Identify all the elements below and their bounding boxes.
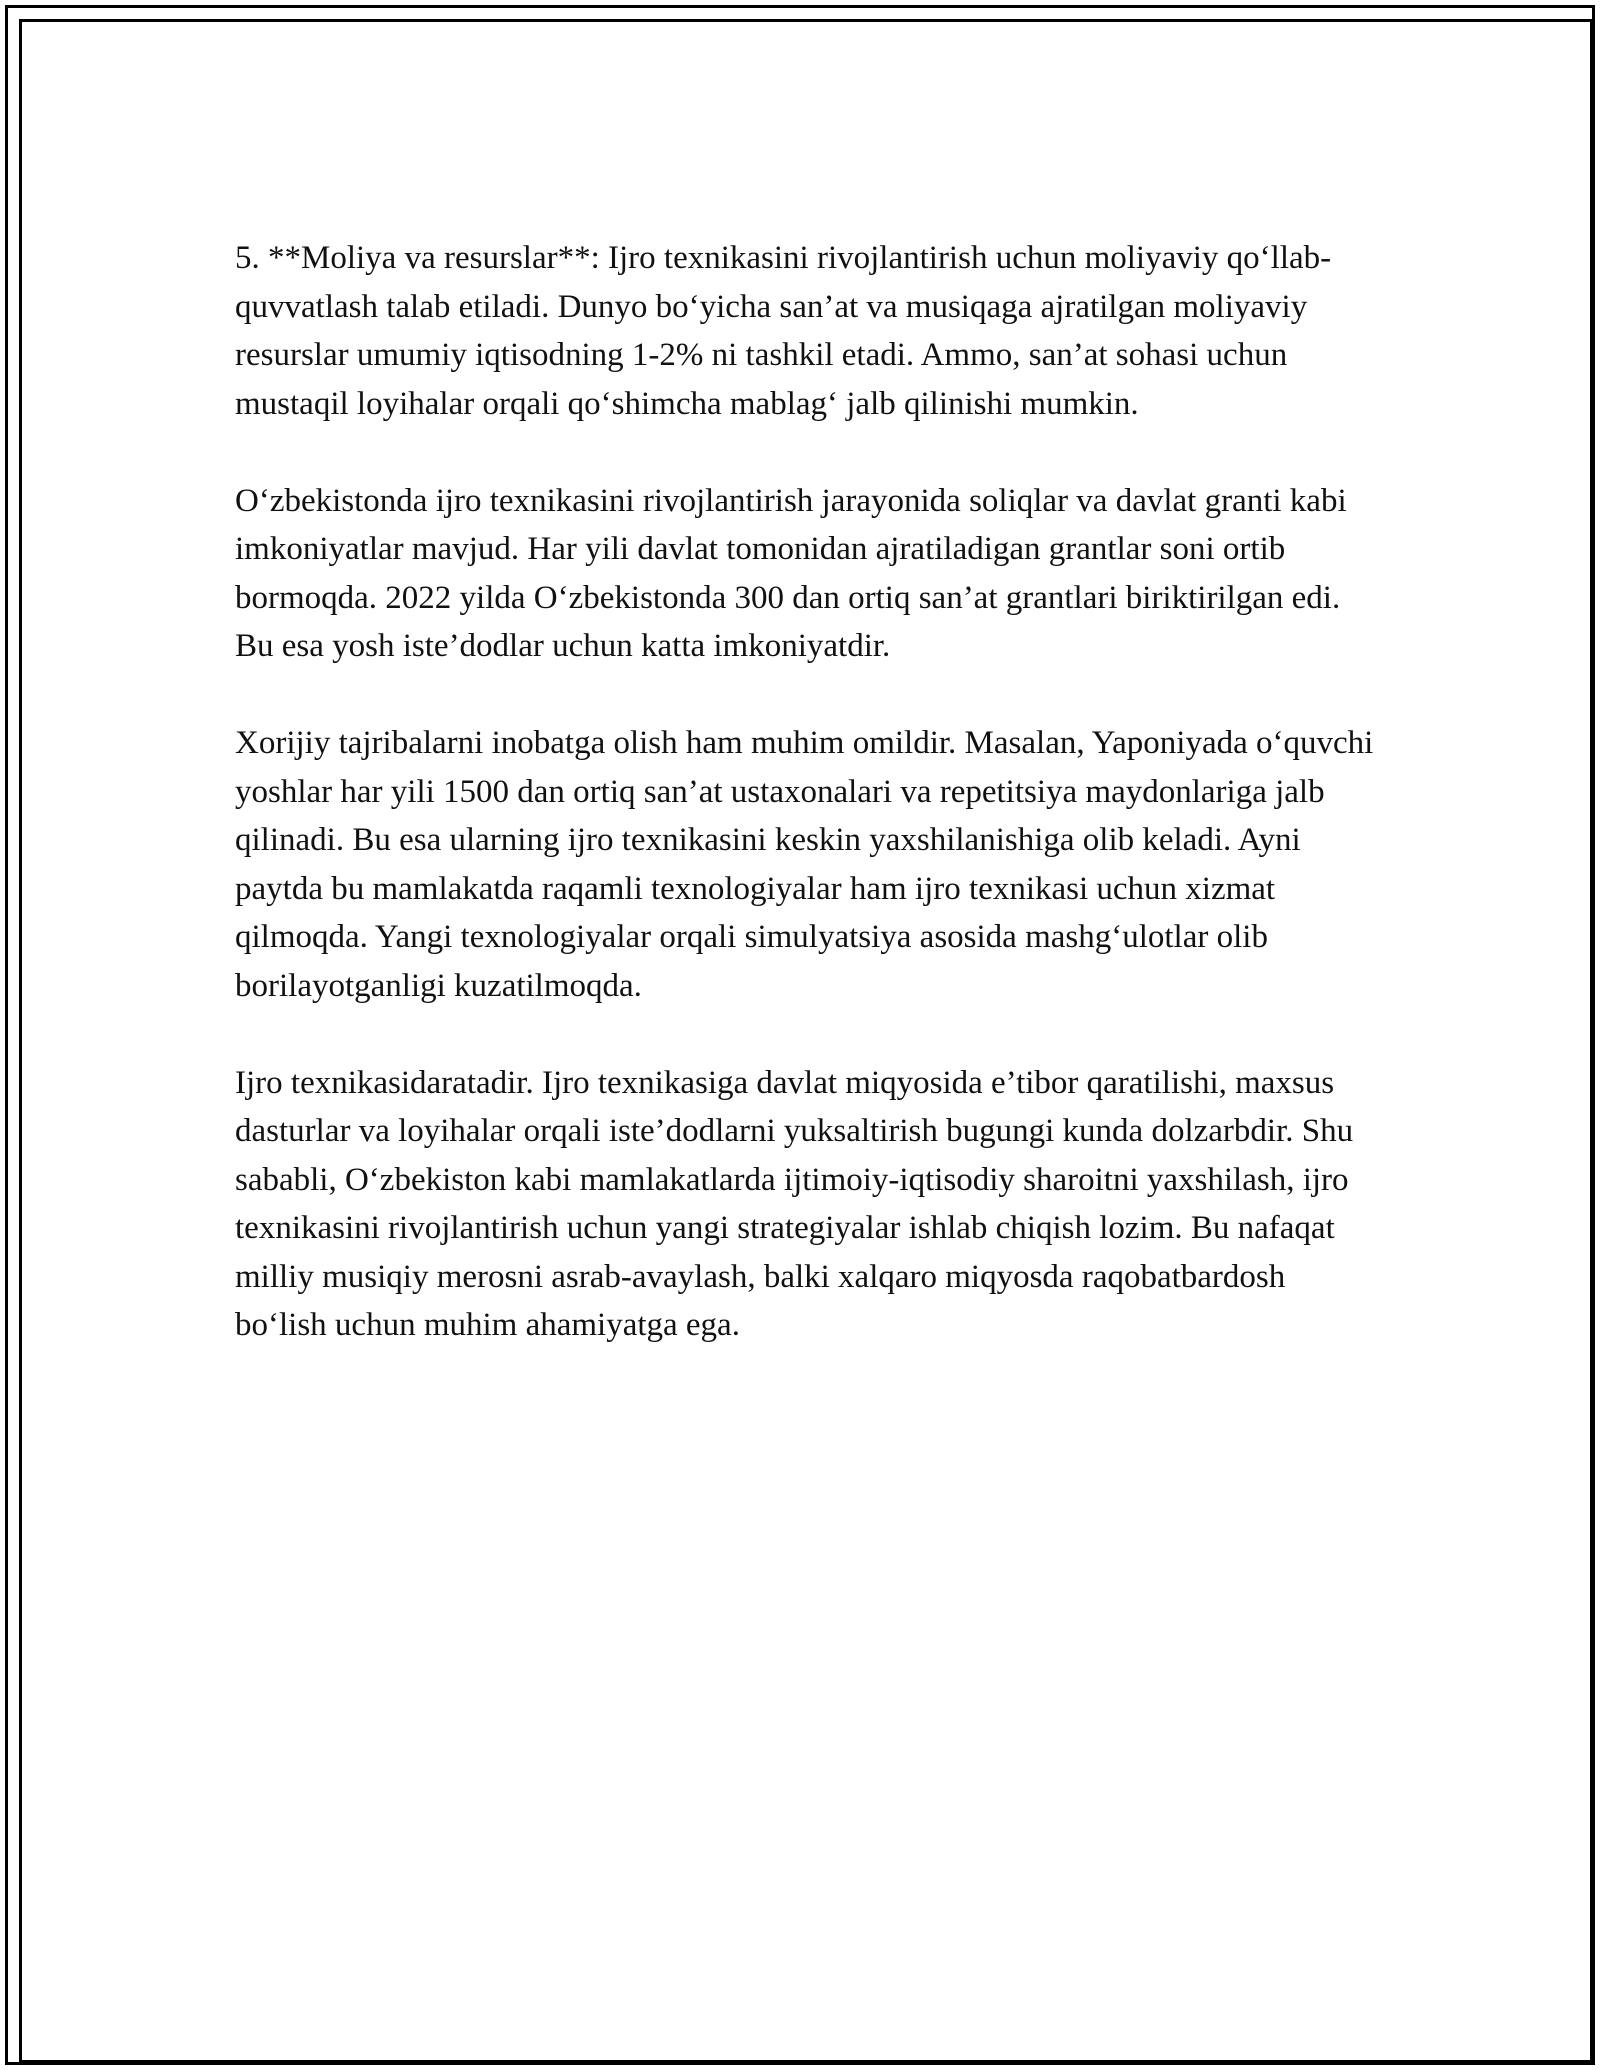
paragraph-conclusion: Ijro texnikasidaratadir. Ijro texnikasiga davlat miqyosida e’tibor qaratilishi, maxsus dasturlar va loyihalar orqali iste’dodlarni yuksaltirish bugungi kunda dolzarbdir. Shu sababli, O‘zbekiston kabi mamlakatlarda ijtimoiy-iqtisodiy sharoitni yaxshilash, ijro texnikasini rivojlantirish uchun yangi strategiyalar ishlab chiqish lozim. Bu nafaqat milliy musiqiy merosni asrab-avaylash, balki xalqaro miqyosda raqobatbardosh bo‘lish uchun muhim ahamiyatga ega. [235, 1064, 1354, 1343]
paragraph-finance-resources: 5. **Moliya va resurslar**: Ijro texnikasini rivojlantirish uchun moliyaviy qo‘llab-quvvatlash talab etiladi. Dunyo bo‘yicha san’at va musiqaga ajratilgan moliyaviy resurslar umumiy iqtisodning 1-2% ni tashkil etadi. Ammo, san’at sohasi uchun mustaqil loyihalar orqali qo‘shimcha mablag‘ jalb qilinishi mumkin. [235, 240, 1332, 422]
paragraph-uzbekistan-grants: O‘zbekistonda ijro texnikasini rivojlantirish jarayonida soliqlar va davlat granti kabi imkoniyatlar mavjud. Har yili davlat tomonidan ajratiladigan grantlar soni ortib bormoqda. 2022 yilda O‘zbekistonda 300 dan ortiq san’at grantlari biriktirilgan edi. Bu esa yosh iste’dodlar uchun katta imkoniyatdir. [235, 482, 1347, 664]
paragraph-foreign-experience: Xorijiy tajribalarni inobatga olish ham muhim omildir. Masalan, Yaponiyada o‘quvchi yoshlar har yili 1500 dan ortiq san’at ustaxonalari va repetitsiya maydonlariga jalb qilinadi. Bu esa ularning ijro texnikasini keskin yaxshilanishiga olib keladi. Ayni paytda bu mamlakatda raqamli texnologiyalar ham ijro texnikasi uchun xizmat qilmoqda. Yangi texnologiyalar orqali simulyatsiya asosida mashg‘ulotlar olib borilayotganligi kuzatilmoqda. [235, 725, 1374, 1004]
document-body [235, 234, 1375, 1398]
